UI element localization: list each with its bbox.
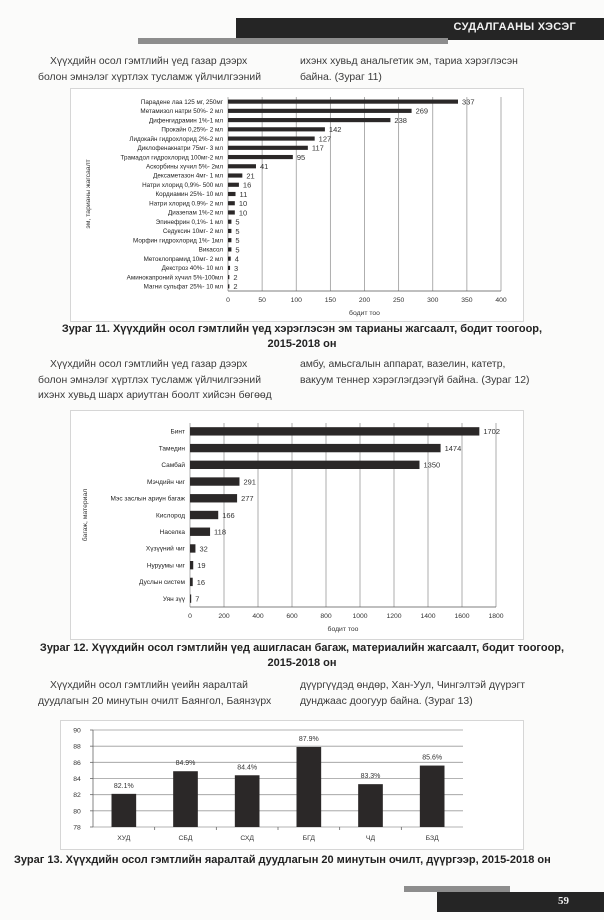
data-label: 117 xyxy=(311,143,324,153)
figure-11-chart xyxy=(70,88,524,322)
y-axis-title: эм, тарианы жагсаалт xyxy=(85,159,92,229)
bar xyxy=(228,173,242,177)
text-line: дуудлагын 20 минутын очилт Баянгол, Баянзүрх xyxy=(38,695,272,707)
x-axis-title: бодит тоо xyxy=(327,626,359,633)
bar xyxy=(228,146,308,150)
x-tick-label: 250 xyxy=(392,297,405,304)
data-label: 10 xyxy=(238,199,248,209)
bar xyxy=(228,284,229,288)
category-label: СХД xyxy=(240,835,255,842)
caption-line: Зураг 11. Хүүхдийн осол гэмтлийн үед хэрэглэсэн эм тарианы жагсаалт, бодит тоогоор, xyxy=(61,323,543,335)
chart-12-svg xyxy=(71,411,523,639)
data-label: 16 xyxy=(242,180,252,190)
data-label: 95 xyxy=(296,152,306,162)
x-axis-title: бодит тоо xyxy=(349,310,380,317)
x-tick-label: 1000 xyxy=(352,613,368,620)
x-tick-label: 200 xyxy=(218,613,230,620)
x-tick-label: 200 xyxy=(358,297,371,304)
data-label: 84.4% xyxy=(237,764,258,772)
figure-13-caption xyxy=(14,853,584,868)
data-label: 21 xyxy=(246,171,255,181)
bar xyxy=(228,247,231,251)
bar xyxy=(228,183,239,187)
bar xyxy=(190,511,218,519)
bar xyxy=(190,528,210,536)
text-line: Хүүхдийн осол гэмтлийн үеийн яаралтай xyxy=(50,680,248,691)
data-label: 41 xyxy=(259,162,269,172)
data-label: 166 xyxy=(222,510,235,520)
x-tick-label: 0 xyxy=(226,297,230,304)
data-label: 2 xyxy=(233,282,238,292)
text-line: ихэнх хувьд анальгетик эм, тариа хэрэглэсэн xyxy=(300,56,518,67)
category-label: Тамедин xyxy=(158,445,185,453)
data-label: 87.9% xyxy=(298,735,319,743)
data-label: 32 xyxy=(199,544,208,554)
category-label: Натри хлорид 0.9%- 2 мл xyxy=(149,200,223,208)
bar xyxy=(228,257,231,261)
category-label: Лидокайн гидрохлорид 2%-2 мл xyxy=(129,135,223,143)
paragraph-2-left xyxy=(38,357,294,404)
bar xyxy=(228,266,230,270)
data-label: 85.6% xyxy=(422,754,443,762)
data-label: 19 xyxy=(197,561,206,571)
category-label: Мэс заслын ариун багаж xyxy=(110,495,185,503)
figure-12-chart xyxy=(70,410,524,640)
data-label: 83.3% xyxy=(360,773,381,781)
category-label: Нуруумы чиг xyxy=(146,562,185,570)
data-label: 238 xyxy=(394,115,407,125)
category-label: Самбай xyxy=(161,462,185,470)
x-tick-label: 300 xyxy=(427,297,439,304)
bar xyxy=(190,578,193,586)
category-label: Дексаметазон 4мг- 1 мл xyxy=(153,172,223,180)
category-label: Декстроз 40%- 10 мл xyxy=(161,265,223,273)
y-tick-label: 86 xyxy=(73,759,81,767)
category-label: СБД xyxy=(178,835,193,842)
x-tick-label: 100 xyxy=(290,297,302,304)
data-label: 269 xyxy=(415,106,429,116)
paragraph-2-right xyxy=(300,357,572,388)
data-label: 127 xyxy=(318,134,332,144)
category-label: Седуксин 10мг- 2 мл xyxy=(162,228,223,236)
x-tick-label: 400 xyxy=(495,297,507,304)
x-tick-label: 150 xyxy=(324,297,337,304)
category-label: Прокайн 0,25%- 2 мл xyxy=(161,126,223,134)
bar xyxy=(420,766,445,827)
data-label: 1350 xyxy=(423,460,441,470)
category-label: Аскорбины хүчил 5%- 2мл xyxy=(145,163,223,171)
caption-line: Зураг 12. Хүүхдийн осол гэмтлийн үед ашигласан багаж, материалийн жагсаалт, бодит тоогоор, xyxy=(39,642,565,654)
data-label: 3 xyxy=(234,263,239,273)
category-label: Кислород xyxy=(155,512,185,520)
category-label: Кордиамин 25%- 10 мл xyxy=(155,191,223,199)
bar xyxy=(190,444,441,452)
category-label: Диклофенакнатри 75мг- 3 мл xyxy=(137,145,223,153)
x-tick-label: 1200 xyxy=(386,613,402,620)
category-label: Мэчдийн чиг xyxy=(146,478,185,486)
page-number: 59 xyxy=(558,895,569,907)
text-line: ихэнх хувьд шарх ариутган боолт хийсэн бөгөөд xyxy=(38,390,272,401)
category-label: Морфин гидрохлорид 1%- 1мл xyxy=(133,237,223,245)
category-label: Дифенгидрамин 1%-1 мл xyxy=(149,117,223,125)
figure-11-caption xyxy=(20,322,584,352)
bar xyxy=(228,238,231,242)
chart-11-svg xyxy=(71,89,523,321)
data-label: 142 xyxy=(328,125,342,135)
category-label: Метоклопрамид 10мг- 2 мл xyxy=(143,255,223,263)
x-tick-label: 350 xyxy=(461,297,473,304)
bar xyxy=(297,747,322,827)
category-label: Аминокапроний хүчил 5%-100мл xyxy=(126,274,223,282)
bar xyxy=(358,784,383,827)
x-tick-label: 800 xyxy=(320,613,332,620)
category-label: БЗД xyxy=(425,835,439,842)
data-label: 277 xyxy=(241,494,254,504)
category-label: БГД xyxy=(302,835,315,842)
data-label: 5 xyxy=(235,226,240,236)
x-tick-label: 600 xyxy=(286,613,298,620)
category-label: Населка xyxy=(159,529,185,537)
paragraph-1-right xyxy=(300,54,572,85)
y-tick-label: 80 xyxy=(73,808,81,816)
bar xyxy=(228,192,236,196)
bar xyxy=(190,544,195,552)
bar xyxy=(173,771,198,827)
x-tick-label: 1800 xyxy=(488,613,504,620)
bar xyxy=(228,164,256,168)
y-axis-title: багаж, материал xyxy=(82,488,89,542)
category-label: Уян зүү xyxy=(162,595,185,603)
bar xyxy=(228,127,325,131)
data-label: 84.9% xyxy=(175,760,196,768)
data-label: 11 xyxy=(239,189,248,199)
bar xyxy=(228,100,458,104)
text-line: болон эмнэлэг хүртлэх тусламж үйлчилгээний xyxy=(38,374,262,386)
y-tick-label: 88 xyxy=(73,743,81,751)
data-label: 118 xyxy=(214,527,227,537)
category-label: ЧД xyxy=(365,835,376,842)
header-accent-bar xyxy=(138,38,448,44)
chart-13-svg xyxy=(61,721,523,849)
text-line: амбу, амьсгалын аппарат, вазелин, катетр, xyxy=(300,359,506,370)
bar xyxy=(190,477,239,485)
bar xyxy=(190,427,479,435)
caption-line: 2015-2018 он xyxy=(267,657,337,669)
bar xyxy=(228,201,235,205)
text-line: Хүүхдийн осол гэмтлийн үед газар дээрх xyxy=(50,359,248,370)
bar xyxy=(235,775,260,827)
bar xyxy=(190,461,420,469)
data-label: 5 xyxy=(235,236,240,246)
bar xyxy=(228,109,412,113)
paragraph-1-left xyxy=(38,54,294,85)
category-label: ХУД xyxy=(117,835,131,842)
y-tick-label: 82 xyxy=(73,792,81,800)
data-label: 1474 xyxy=(444,443,462,453)
category-label: Метамизол натри 50%- 2 мл xyxy=(140,108,223,116)
data-label: 7 xyxy=(195,594,200,604)
text-line: байна. (Зураг 11) xyxy=(300,71,382,83)
data-label: 10 xyxy=(238,208,248,218)
x-tick-label: 1600 xyxy=(454,613,470,620)
category-label: Парадене лаа 125 мг, 250мг xyxy=(140,98,223,106)
bar xyxy=(228,136,315,140)
category-label: Эпинефрин 0,1%- 1 мл xyxy=(155,218,223,226)
caption-line: 2015-2018 он xyxy=(267,338,337,350)
category-label: Викасол xyxy=(198,246,223,254)
bar xyxy=(112,794,137,827)
bar xyxy=(228,118,390,122)
data-label: 4 xyxy=(234,254,239,264)
figure-12-caption xyxy=(20,641,584,671)
bar xyxy=(190,561,193,569)
bar xyxy=(228,229,231,233)
bar xyxy=(190,594,191,602)
y-tick-label: 84 xyxy=(73,776,81,783)
bar xyxy=(228,275,229,279)
category-label: Диазепам 1%-2 мл xyxy=(168,209,223,217)
x-tick-label: 0 xyxy=(188,613,192,620)
paragraph-3-right xyxy=(300,678,572,709)
figure-13-chart xyxy=(60,720,524,850)
x-tick-label: 400 xyxy=(252,613,264,620)
data-label: 5 xyxy=(235,245,240,255)
x-tick-label: 1400 xyxy=(420,613,436,620)
x-tick-label: 50 xyxy=(258,297,266,304)
category-label: Магни сульфат 25%- 10 мл xyxy=(143,283,223,291)
category-label: Бинт xyxy=(170,428,185,436)
text-line: дунджаас доогуур байна. (Зураг 13) xyxy=(300,695,473,707)
data-label: 1702 xyxy=(483,427,501,437)
y-tick-label: 78 xyxy=(73,824,81,832)
paragraph-3-left xyxy=(38,678,294,709)
text-line: Хүүхдийн осол гэмтлийн үед газар дээрх xyxy=(50,56,248,67)
text-line: дүүргүүдэд өндөр, Хан-Уул, Чингэлтэй дүүрэгт xyxy=(300,680,526,691)
data-label: 291 xyxy=(243,477,256,487)
bar xyxy=(228,155,293,159)
footer-bar xyxy=(437,892,604,912)
category-label: Дуслын систем xyxy=(139,579,185,587)
bar xyxy=(228,210,235,214)
y-tick-label: 90 xyxy=(73,727,81,735)
bar xyxy=(228,220,231,224)
data-label: 16 xyxy=(196,577,206,587)
category-label: Натри хлорид 0,9%- 500 мл xyxy=(142,181,223,189)
caption-line: Зураг 13. Хүүхдийн осол гэмтлийн яаралтай дуудлагын 20 минутын очилт, дүүргээр, 2015-2018 он xyxy=(14,854,551,866)
text-line: болон эмнэлэг хүртлэх тусламж үйлчилгээний xyxy=(38,71,262,83)
data-label: 5 xyxy=(235,217,240,227)
data-label: 337 xyxy=(462,97,475,107)
section-title: СУДАЛГААНЫ ХЭСЭГ xyxy=(453,21,576,33)
category-label: Хүзүүний чиг xyxy=(145,545,185,553)
data-label: 82.1% xyxy=(113,782,134,790)
data-label: 2 xyxy=(233,272,238,282)
bar xyxy=(190,494,237,502)
text-line: вакуум теннер хэрэглэгдээгүй байна. (Зураг 12) xyxy=(300,374,530,386)
category-label: Трамадол гидрохлорид 100мг-2 мл xyxy=(120,154,223,162)
